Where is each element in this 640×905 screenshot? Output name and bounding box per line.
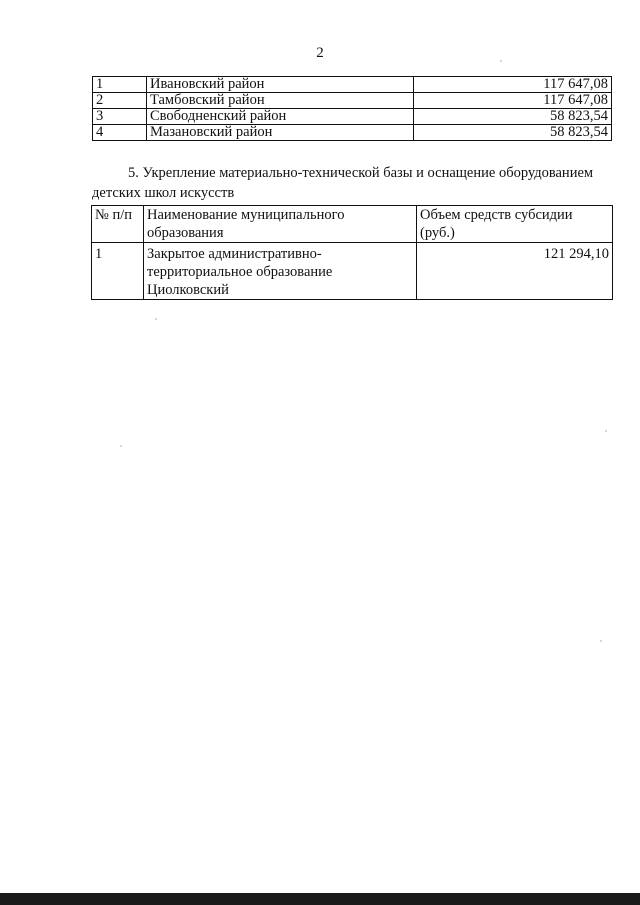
scan-speck xyxy=(120,445,122,447)
table-row xyxy=(93,109,612,125)
table-row xyxy=(93,77,612,93)
municipality-name: Закрытое административно-территориальное образование Циолковский xyxy=(144,243,417,300)
subsidy-table-districts xyxy=(92,76,612,141)
table-row xyxy=(92,243,613,300)
row-number: 2 xyxy=(93,93,147,109)
scan-speck xyxy=(600,640,602,642)
scan-speck xyxy=(155,318,157,320)
table-row xyxy=(93,125,612,141)
subsidy-amount: 58 823,54 xyxy=(414,109,612,125)
table-row xyxy=(93,93,612,109)
subsidy-amount: 58 823,54 xyxy=(414,125,612,141)
district-name: Ивановский район xyxy=(147,77,414,93)
district-name: Мазановский район xyxy=(147,125,414,141)
column-header-amount: Объем средств субсидии (руб.) xyxy=(417,206,613,243)
subsidy-amount: 117 647,08 xyxy=(414,77,612,93)
row-number: 1 xyxy=(93,77,147,93)
scan-speck xyxy=(500,60,502,62)
row-number: 4 xyxy=(93,125,147,141)
scan-speck xyxy=(605,430,607,432)
column-header-name: Наименование муниципального образования xyxy=(144,206,417,243)
row-number: 1 xyxy=(92,243,144,300)
column-header-number: № п/п xyxy=(92,206,144,243)
district-name: Свободненский район xyxy=(147,109,414,125)
subsidy-amount: 117 647,08 xyxy=(414,93,612,109)
row-number: 3 xyxy=(93,109,147,125)
scan-bottom-edge xyxy=(0,893,640,905)
subsidy-table-art-schools xyxy=(91,205,613,300)
district-name: Тамбовский район xyxy=(147,93,414,109)
subsidy-amount: 121 294,10 xyxy=(417,243,613,300)
section-5-heading: 5. Укрепление материально-технической базы и оснащение оборудованием детских школ искусств xyxy=(92,165,594,201)
page-number: 2 xyxy=(316,45,324,61)
table-header-row xyxy=(92,206,613,243)
